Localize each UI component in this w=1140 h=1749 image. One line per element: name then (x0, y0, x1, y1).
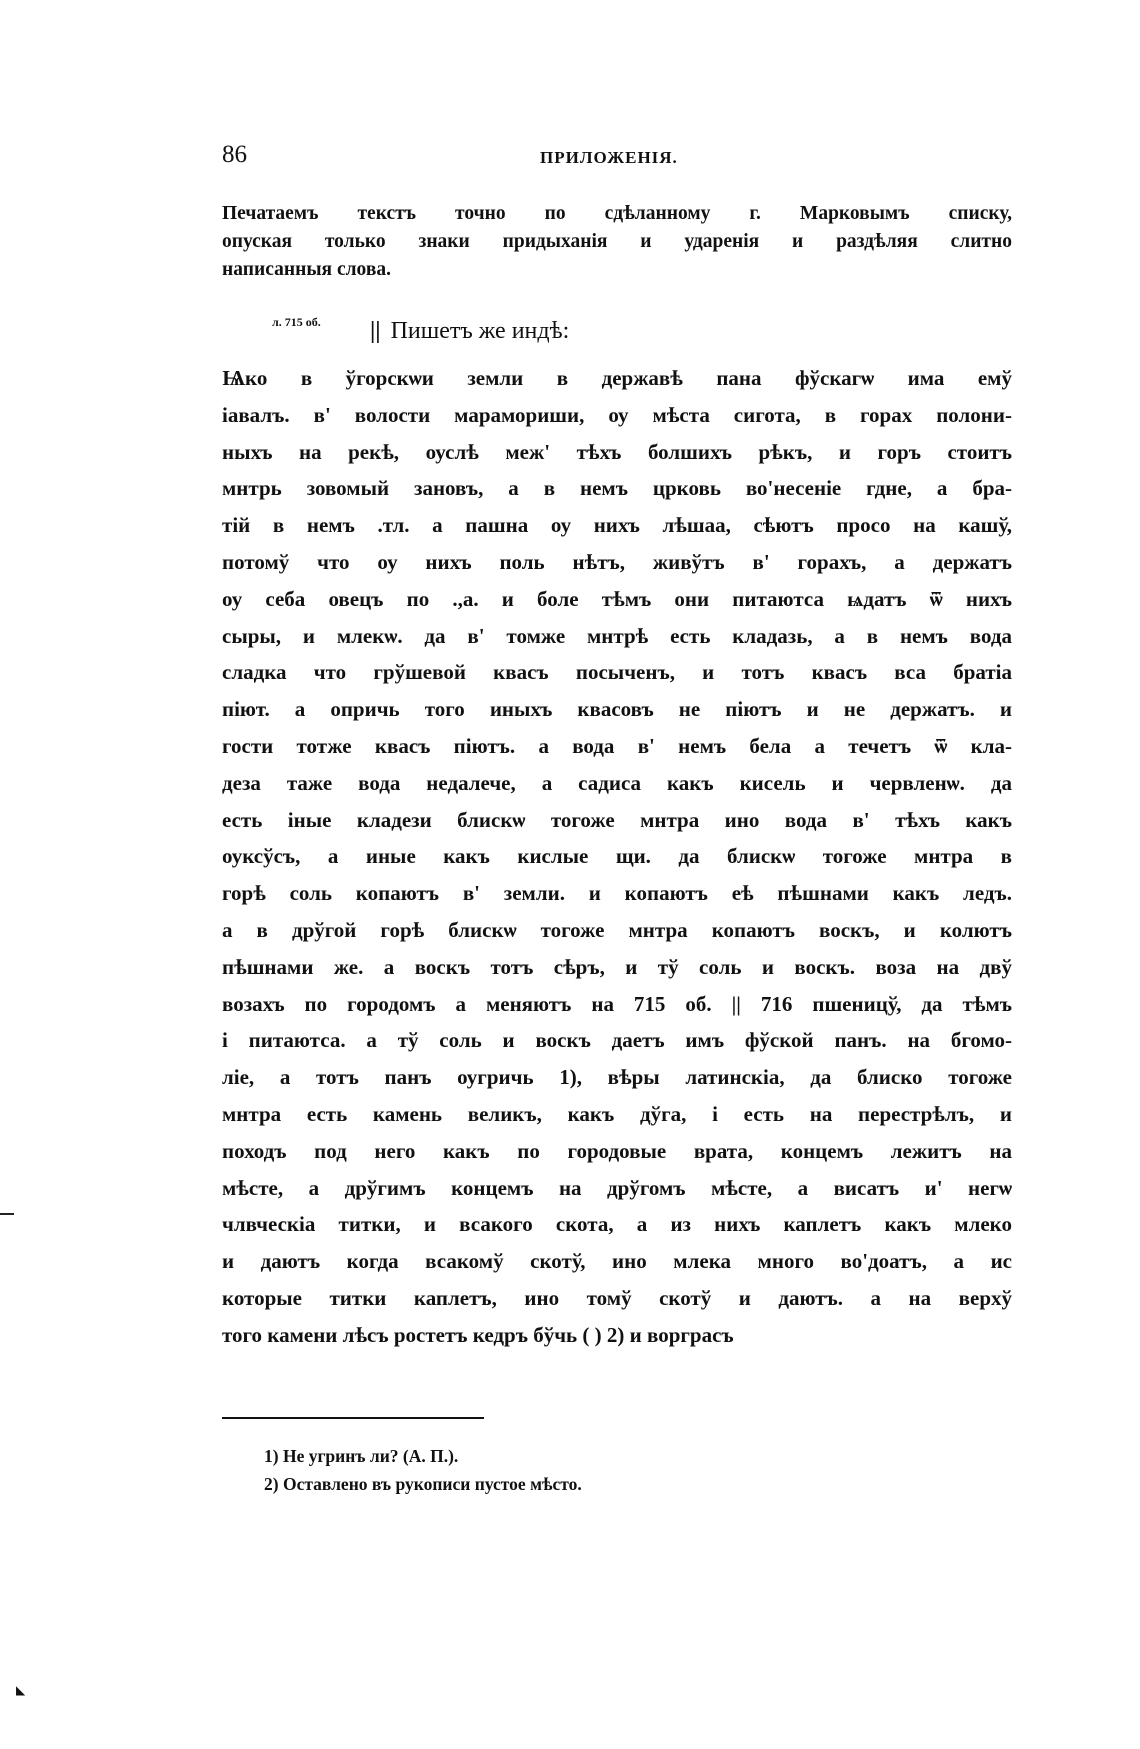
body-line: походъ под него какъ по городовые врата, концемъ лежитъ на (222, 1138, 1012, 1163)
body-line: горѣ соль копаютъ в' земли. и копаютъ еѣ пѣшнами какъ ледъ. (222, 881, 1012, 906)
intro-line: опуская только знаки придыханія и ударенія и раздѣляя слитно (222, 231, 1012, 252)
body-line: і питаютса. а тў соль и воскъ даетъ имъ фўской панъ. на бгомо- (222, 1028, 1012, 1053)
body-line: гости тотже квасъ піютъ. а вода в' немъ бела а течетъ ѿ кла- (222, 733, 1012, 758)
intro-paragraph (222, 200, 1012, 284)
body-line: ліе, а тотъ панъ оугричь 1), вѣры латинскіа, да блиско тогоже (222, 1065, 1012, 1090)
body-line: возахъ по городомъ а меняютъ на 715 об. || 716 пшеницў, да тѣмъ (222, 991, 1012, 1016)
margin-tick (0, 1213, 14, 1215)
page-number: 86 (222, 141, 247, 168)
intro-line: Печатаемъ текстъ точно по сдѣланному г. Марковымъ списку, (222, 203, 1012, 224)
body-line: того камени лѣсъ ростетъ кедръ бўчь ( ) 2) и ворграсъ (222, 1322, 734, 1347)
body-line: сыры, и млекѡ. да в' томже мнтрѣ есть кладазь, а в немъ вода (222, 623, 1012, 648)
footnote: 1) Не угринъ ли? (А. П.). (264, 1446, 459, 1466)
footnote: 2) Оставлено въ рукописи пустое мѣсто. (264, 1474, 582, 1494)
running-head: ПРИЛОЖЕНІЯ. (540, 148, 678, 167)
body-line: ныхъ на рекѣ, оуслѣ меж' тѣхъ болшихъ рѣкъ, и горъ стоитъ (222, 439, 1012, 464)
body-line: а в дрўгой горѣ блискѡ тогоже мнтра копаютъ воскъ, и колютъ (222, 917, 1012, 942)
body-line: мнтрь зовомый зановъ, а в немъ црковь во'несеніе гдне, а бра- (222, 476, 1012, 501)
footnote-divider (222, 1417, 484, 1419)
body-line: которые титки каплетъ, ино томў скотў и даютъ. а на верхў (222, 1285, 1012, 1310)
body-line: мнтра есть камень великъ, какъ дўга, і есть на перестрѣлъ, и (222, 1101, 1012, 1126)
body-line: потомў что оу нихъ поль нѣтъ, живўтъ в' горахъ, а держатъ (222, 549, 1012, 574)
body-line: есть іные кладези блискѡ тогоже мнтра ино вода в' тѣхъ какъ (222, 807, 1012, 832)
body-line: оуксўсъ, а иные какъ кислые щи. да блискѡ тогоже мнтра в (222, 844, 1012, 869)
footnotes (264, 1442, 582, 1498)
section-heading-text: Пишетъ же индѣ: (390, 318, 570, 344)
scan-corner-mark: ◣ (16, 1683, 26, 1697)
body-text (222, 360, 1012, 1354)
body-line: тій в немъ .тл. а пашна оу нихъ лѣшаа, сѣютъ просо на кашў, (222, 513, 1012, 538)
section-marker: || (370, 318, 381, 344)
body-line: члвческіа титки, и всакого скота, а из нихъ каплетъ какъ млеко (222, 1212, 1012, 1237)
body-line: пѣшнами же. а воскъ тотъ сѣръ, и тў соль и воскъ. воза на двў (222, 954, 1012, 979)
body-line: Ѩко в ўгорскѡи земли в державѣ пана фўскагѡ има емў (222, 366, 1012, 390)
body-line: сладка что грўшевой квасъ посыченъ, и тотъ квасъ вса братіа (222, 660, 1012, 685)
marginal-folio-reference: л. 715 об. (272, 315, 321, 329)
section-heading (370, 318, 569, 345)
body-line: и даютъ когда всакомў скотў, ино млека много во'доатъ, а ис (222, 1249, 1012, 1274)
body-line: деза таже вода недалече, а садиса какъ кисель и червленѡ. да (222, 770, 1012, 795)
body-line: іавалъ. в' волости марамориши, оу мѣста сигота, в горах полони- (222, 402, 1012, 427)
body-line: мѣсте, а дрўгимъ концемъ на дрўгомъ мѣсте, а висатъ и' негѡ (222, 1175, 1012, 1200)
body-line: оу себа овецъ по .,а. и боле тѣмъ они питаютса ѩдатъ ѿ нихъ (222, 586, 1012, 611)
body-line: піют. а опричь того иныхъ квасовъ не піютъ и не держатъ. и (222, 697, 1012, 722)
intro-line: написанныя слова. (222, 259, 391, 280)
